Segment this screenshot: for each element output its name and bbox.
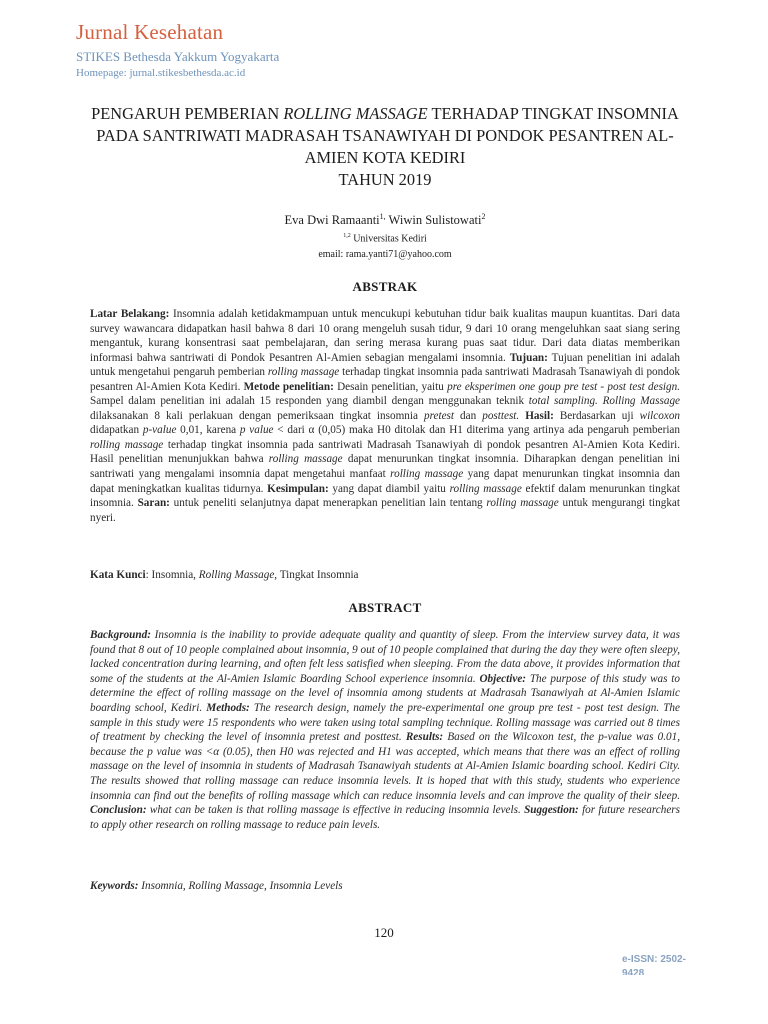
- author-1: Eva Dwi Ramaanti: [284, 213, 380, 228]
- kesimpulan-text-2: efektif dalam menurunkan tingkat insomnia.: [90, 482, 680, 510]
- hasil-text-7: yang dapat menurunkan tingkat insomnia dan dapat meningkatkan kualitas tidurnya.: [90, 468, 681, 495]
- kesimpulan-label: Kesimpulan:: [267, 482, 329, 495]
- author-email: email: rama.yanti71@yahoo.com: [318, 249, 452, 260]
- kata-kunci-text-1: : Insomnia,: [145, 569, 199, 581]
- kata-kunci-text-2: Tingkat Insomnia: [277, 569, 359, 581]
- author-2: Wiwin Sulistowati: [385, 213, 482, 228]
- eissn-label: e-ISSN: 2502-9428: [622, 954, 686, 975]
- hasil-label: Hasil:: [525, 409, 554, 422]
- objective-label: Objective:: [479, 672, 527, 685]
- methods-label: Methods:: [206, 701, 250, 714]
- journal-name: Jurnal Kesehatan: [76, 20, 224, 44]
- abstrak-body: [90, 307, 680, 525]
- title-part-1: PENGARUH PEMBERIAN: [91, 104, 284, 123]
- abstrak-heading: ABSTRAK: [352, 279, 418, 294]
- hasil-italic-1: wilcoxon: [639, 409, 681, 422]
- metode-text-1: Desain penelitian, yaitu: [333, 380, 448, 393]
- title-italic: ROLLING MASSAGE: [283, 104, 428, 123]
- conclusion-label: Conclusion:: [90, 804, 147, 817]
- hasil-text-6: dapat menurunkan tingkat insomnia. Diharapkan dengan penelitian ini santriwati yang mengalami insomnia dapat mengetahui manfaat: [90, 453, 681, 481]
- author-2-superscript: 2: [481, 212, 486, 221]
- abstract-heading: ABSTRACT: [348, 600, 422, 615]
- affiliation-superscript: 1,2: [343, 233, 351, 239]
- paper-title: [70, 103, 700, 191]
- kata-kunci-label: Kata Kunci: [90, 569, 146, 581]
- journal-institution: STIKES Bethesda Yakkum Yogyakarta: [76, 49, 280, 64]
- hasil-text-4: < dari α (0,05) maka H0 ditolak dan H1 diterima yang artinya ada pengaruh pemberian: [273, 424, 680, 437]
- tujuan-text-1: Tujuan penelitian ini adalah untuk mengetahui pengaruh pemberian: [90, 351, 680, 379]
- hasil-italic-4: rolling massage: [90, 438, 164, 451]
- latar-text: Insomnia adalah ketidakmampuan untuk mencukupi kebutuhan tidur baik kualitas maupun kuantitas. Dari data survey wawancara didapatkan hasil bahwa 8 dari 10 orang mengeluh susah tidur, 9 dari 10 orang mengeluhkan saat siang sering mengantuk, kurang konsentrasi saat pembelajaran, dan sering merasa kurang puas saat tidur. Dari data diatas memberikan informasi bahwa santriwati di Pondok Pesantren Al-Amien sebagian mengalami insomnia.: [90, 308, 680, 364]
- metode-text-3: dilaksanakan 8 kali perlakuan dengan pemeriksaan tingkat insomnia: [90, 409, 424, 422]
- objective-text: The purpose of this study was to determine the effect of rolling massage on the level of insomnia among students at Madrasah Tsanawiyah at Al-Amien Islamic boarding school, Kediri.: [90, 672, 680, 714]
- suggestion-label: Suggestion:: [524, 804, 579, 817]
- abstract-body: [90, 628, 680, 832]
- metode-italic-1: pre eksperimen one goup pre test - post test design.: [447, 380, 681, 393]
- author-line: [90, 212, 680, 228]
- hasil-italic-2: p-value: [142, 424, 177, 437]
- background-label: Background:: [90, 629, 151, 641]
- title-part-3: TERHADAP TINGKAT INSOMNIA PADA SANTRIWATI MADRASAH TSANAWIYAH DI PONDOK PESANTREN AL-AMIEN KOTA KEDIRI: [96, 104, 679, 167]
- results-text: Based on the Wilcoxon test, the p-value was 0.01, because the p value was <α (0.05), then H0 was rejected and H1 was accepted, which means that there was an effect of rolling massage on the level of insomnia in students of Madrasah Tsanawiyah students at Al-Amien Islamic boarding school. Kediri City. The results showed that rolling massage can reduce insomnia levels. It is hoped that with this study, students who experience insomnia can find out the benefits of rolling massage which can reduce insomnia levels and can improve the quality of their sleep.: [90, 731, 680, 802]
- keywords-label: Keywords:: [90, 880, 139, 892]
- kesimpulan-text-1: yang dapat diambil yaitu: [328, 482, 450, 495]
- saran-label: Saran:: [137, 497, 170, 510]
- hasil-text-3: 0,01, karena: [176, 424, 240, 437]
- tujuan-italic: rolling massage: [267, 366, 340, 379]
- metode-label: Metode penelitian:: [243, 380, 334, 393]
- results-label: Results:: [405, 731, 444, 744]
- background-text: Insomnia is the inability to provide adequate quality and quantity of sleep. From the interview survey data, it was found that 8 out of 10 people complained about insomnia, 9 out of 10 people complained that during the day they were often sleepy, lacked concentration during learning, and often felt less satisfied when sleeping. From the data above, it provides information that some of the students at the Al-Amien Islamic Boarding School experience insomnia.: [90, 629, 680, 685]
- keywords: [90, 880, 680, 892]
- title-year: TAHUN 2019: [338, 170, 432, 189]
- affiliation-text: Universitas Kediri: [350, 233, 427, 245]
- kata-kunci-italic: Rolling Massage,: [198, 569, 278, 581]
- metode-text-4: dan: [454, 409, 483, 422]
- page-number: 120: [374, 925, 394, 940]
- saran-italic: rolling massage: [486, 497, 559, 510]
- affiliation: [90, 233, 680, 244]
- tujuan-label: Tujuan:: [509, 351, 548, 364]
- methods-text: The research design, namely the pre-experimental one group pre test - post test design. The sample in this study were 15 respondents who were taken using total sampling technique. Rolling massage was carried out 8 times of treatment by checking the level of insomnia pretest and posttest.: [90, 701, 680, 744]
- suggestion-text: for future researchers to apply other research on rolling massage to reduce pain levels.: [90, 804, 680, 831]
- hasil-italic-6: rolling massage: [390, 468, 464, 481]
- metode-text-2: Sampel dalam penelitian ini adalah 15 responden yang diambil dengan menggunakan teknik: [90, 395, 529, 408]
- saran-text-1: untuk peneliti selanjutnya dapat menerapkan penelitian lain tentang: [169, 497, 487, 510]
- kesimpulan-italic: rolling massage: [449, 482, 522, 495]
- conclusion-text: what can be taken is that rolling massage is effective in reducing insomnia levels.: [146, 804, 525, 817]
- keywords-text: Insomnia, Rolling Massage, Insomnia Levels: [138, 880, 343, 892]
- metode-italic-4: posttest.: [482, 409, 520, 422]
- hasil-text-1: Berdasarkan uji: [553, 409, 640, 422]
- metode-italic-3: pretest: [423, 409, 455, 422]
- latar-label: Latar Belakang:: [90, 308, 170, 320]
- author-1-superscript: 1,: [379, 212, 386, 221]
- metode-italic-2: total sampling. Rolling Massage: [528, 395, 681, 408]
- journal-homepage: Homepage: jurnal.stikesbethesda.ac.id: [76, 67, 246, 79]
- hasil-text-5: terhadap tingkat insomnia pada santriwati Madrasah Tsanawiyah di pondok pesantren Al-Amien Kota Kediri. Hasil penelitian menunjukkan bahwa: [90, 438, 680, 466]
- saran-text-2: untuk mengurangi tingkat nyeri.: [90, 497, 680, 524]
- hasil-italic-5: rolling massage: [268, 453, 343, 466]
- tujuan-text-2: terhadap tingkat insomnia pada santriwati Madrasah Tsanawiyah di pondok pesantren Al-Amien Kota Kediri.: [90, 366, 681, 393]
- kata-kunci: [90, 569, 680, 581]
- hasil-italic-3: p value: [239, 424, 274, 437]
- hasil-text-2: didapatkan: [90, 424, 143, 437]
